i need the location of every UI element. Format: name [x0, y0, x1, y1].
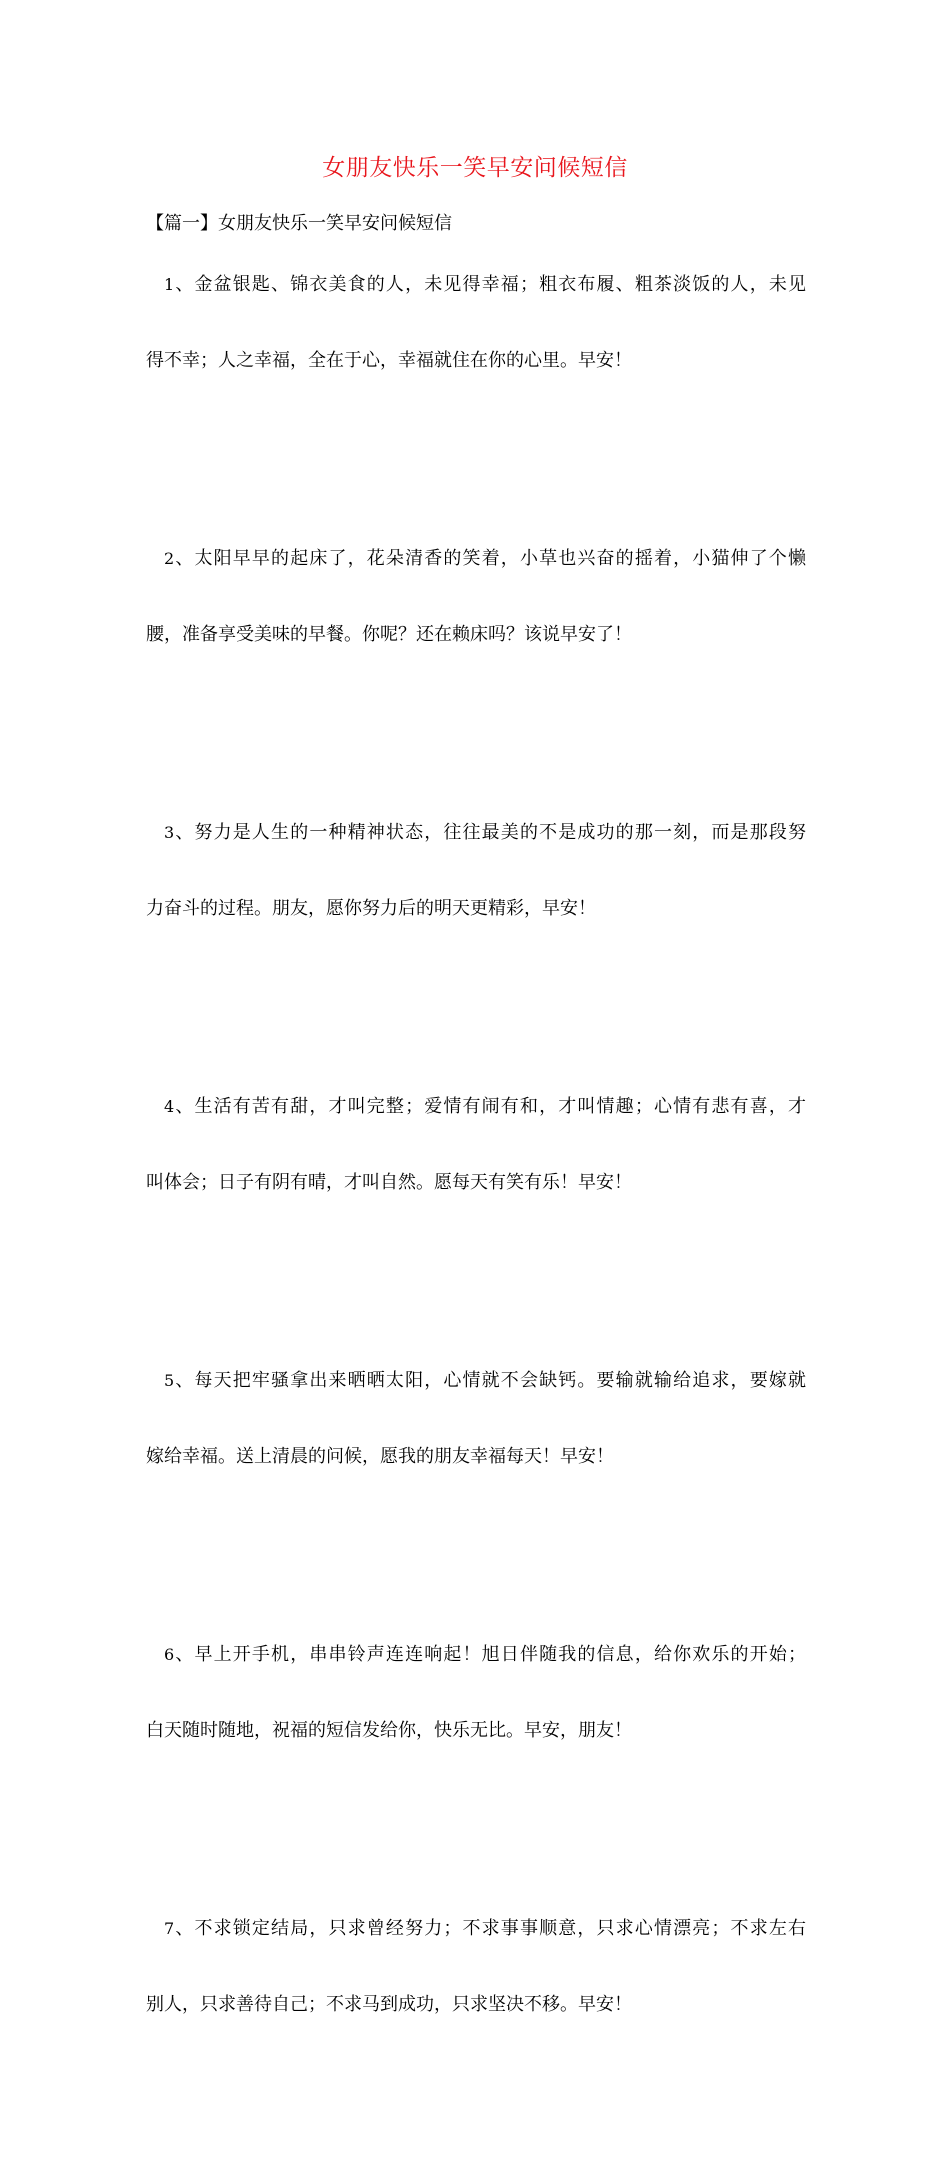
item-text-second: 白天随时随地，祝福的短信发给你，快乐无比。早安，朋友！: [146, 1720, 632, 1741]
item-text-second: 得不幸；人之幸福，全在于心，幸福就住在你的心里。早安！: [146, 350, 632, 371]
item-number: 5: [164, 1371, 175, 1390]
item-text-first: 、不求锁定结局，只求曾经努力；不求事事顺意，只求心情漂亮；不求左右: [174, 1918, 806, 1939]
item-number: 4: [164, 1097, 175, 1116]
item-number: 1: [164, 275, 175, 294]
item-text-second: 嫁给幸福。送上清晨的问候，愿我的朋友幸福每天！早安！: [146, 1446, 614, 1467]
item-line-1: [146, 1362, 806, 1400]
item-text-first: 、金盆银匙、锦衣美食的人，未见得幸福；粗衣布履、粗茶淡饭的人，未见: [174, 274, 806, 295]
list-item: [146, 540, 806, 814]
item-line-1: [146, 266, 806, 304]
greeting-list: [146, 266, 806, 2184]
item-line-1: [146, 1636, 806, 1674]
item-text-second: 叫体会；日子有阴有晴，才叫自然。愿每天有笑有乐！早安！: [146, 1172, 632, 1193]
item-number: 3: [164, 823, 175, 842]
item-text-second: 别人，只求善待自己；不求马到成功，只求坚决不移。早安！: [146, 1994, 632, 2015]
item-number: 7: [164, 1919, 175, 1938]
item-number: 6: [164, 1645, 175, 1664]
list-item: [146, 1088, 806, 1362]
section-heading: 【篇一】女朋友快乐一笑早安问候短信: [146, 213, 452, 234]
item-text-first: 、生活有苦有甜，才叫完整；爱情有闹有和，才叫情趣；心情有悲有喜，才: [174, 1096, 806, 1117]
item-text-second: 力奋斗的过程。朋友，愿你努力后的明天更精彩，早安！: [146, 898, 596, 919]
list-item: [146, 1910, 806, 2184]
item-line-1: [146, 540, 806, 578]
item-text-first: 、努力是人生的一种精神状态，往往最美的不是成功的那一刻，而是那段努: [174, 822, 806, 843]
item-text-first: 、早上开手机，串串铃声连连响起！旭日伴随我的信息，给你欢乐的开始；: [174, 1644, 806, 1665]
item-text-first: 、太阳早早的起床了，花朵清香的笑着，小草也兴奋的摇着，小猫伸了个懒: [174, 548, 806, 569]
list-item: [146, 1636, 806, 1910]
list-item: [146, 814, 806, 1088]
list-item: [146, 266, 806, 540]
item-text-first: 、每天把牢骚拿出来晒晒太阳，心情就不会缺钙。要输就输给追求，要嫁就: [174, 1370, 806, 1391]
item-line-1: [146, 1910, 806, 1948]
item-number: 2: [164, 549, 175, 568]
list-item: [146, 1362, 806, 1636]
item-line-1: [146, 814, 806, 852]
item-line-1: [146, 1088, 806, 1126]
document-title: 女朋友快乐一笑早安问候短信: [322, 155, 628, 181]
item-text-second: 腰，准备享受美味的早餐。你呢？还在赖床吗？该说早安了！: [146, 624, 632, 645]
